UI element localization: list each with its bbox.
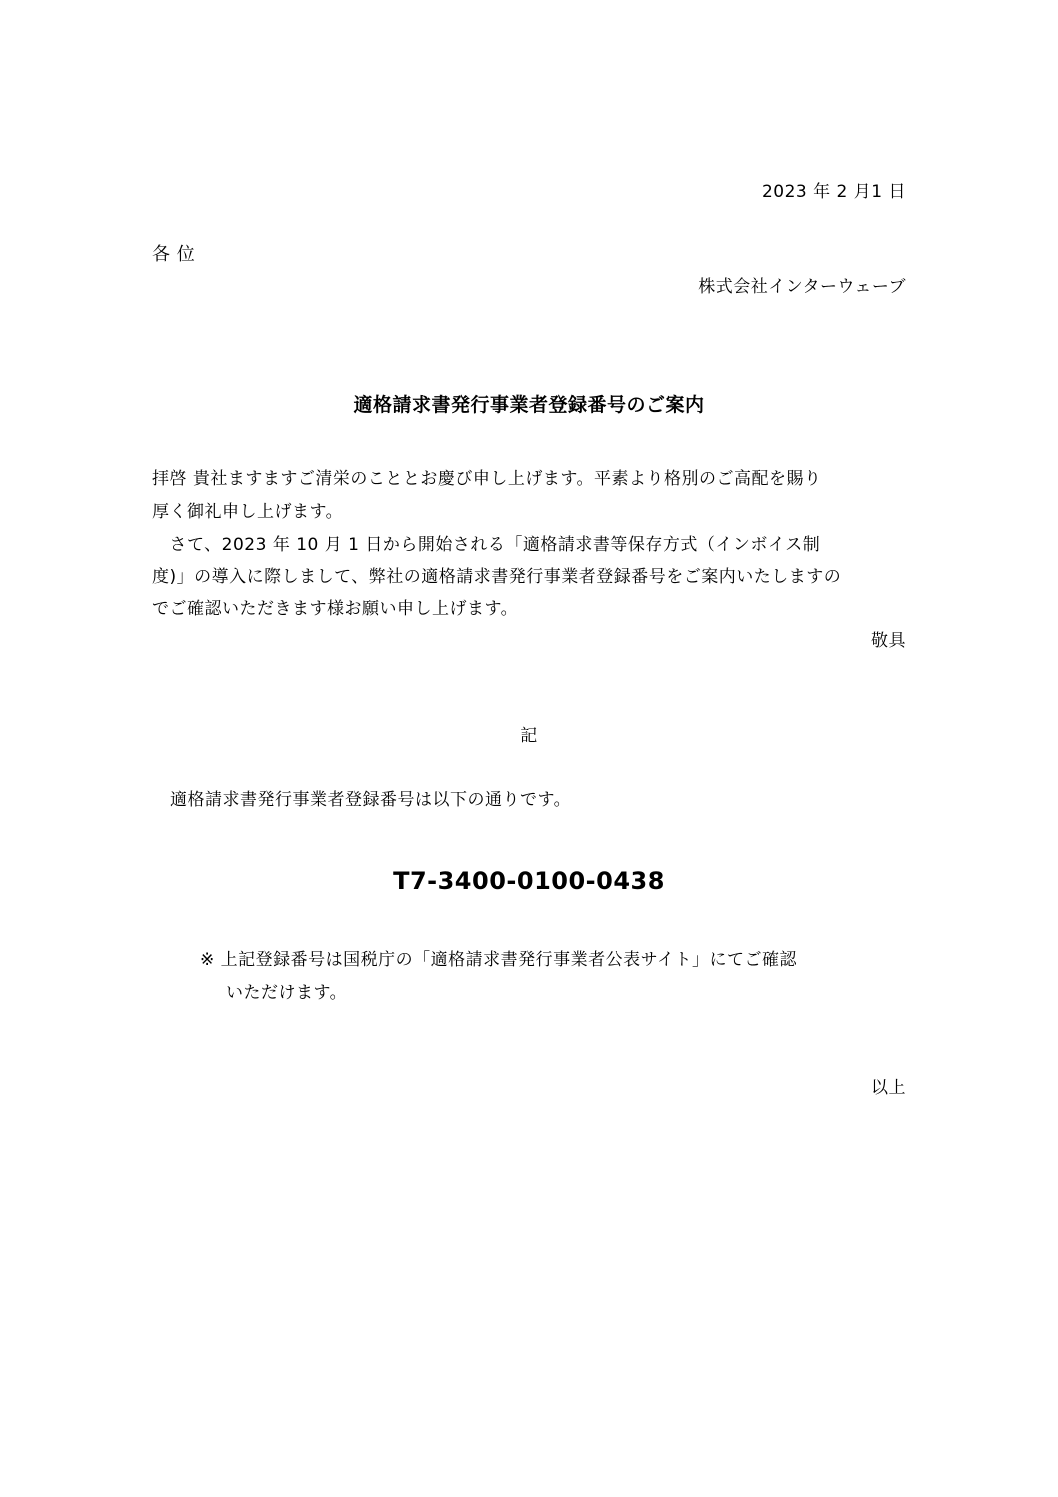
closing-keigu: 敬具 [871,631,906,651]
body-line-5: でご確認いただきます様お願い申し上げます。 [152,599,519,619]
addressee: 各 位 [152,244,196,265]
note-line-2: いただけます。 [226,983,348,1003]
body-line-1: 拝啓 貴社ますますご清栄のこととお慶び申し上げます。平素より格別のご高配を賜り [152,469,822,489]
body-line-4: 度)」の導入に際しまして、弊社の適格請求書発行事業者登録番号をご案内いたしますの [152,567,842,587]
body-line-3: さて、2023 年 10 月 1 日から開始される「適格請求書等保存方式（インボイス制 [152,535,821,555]
letter-title: 適格請求書発行事業者登録番号のご案内 [353,394,705,416]
note-line-1: ※ 上記登録番号は国税庁の「適格請求書発行事業者公表サイト」にてご確認 [200,950,797,970]
registration-number: T7-3400-0100-0438 [393,867,665,895]
end-ijo: 以上 [871,1078,906,1098]
registration-intro: 適格請求書発行事業者登録番号は以下の通りです。 [170,790,572,810]
sender-company: 株式会社インターウェーブ [698,277,906,297]
letter-date: 2023 年 2 月1 日 [761,182,906,202]
ki-heading: 記 [520,726,538,746]
body-line-2: 厚く御礼申し上げます。 [152,502,344,522]
